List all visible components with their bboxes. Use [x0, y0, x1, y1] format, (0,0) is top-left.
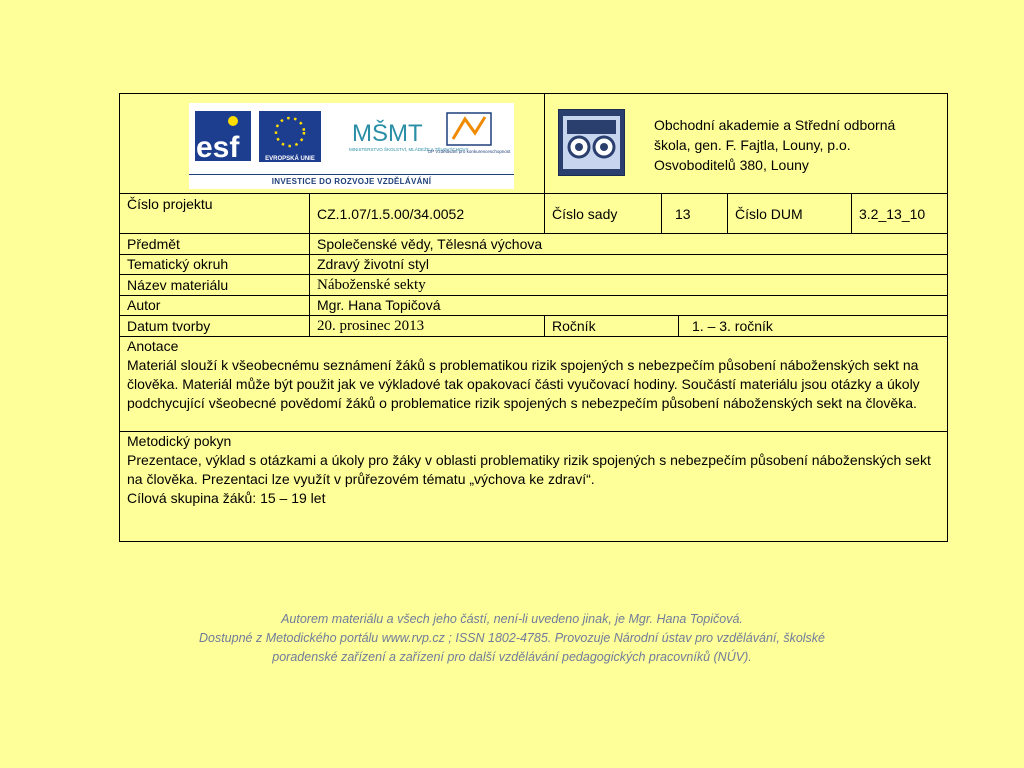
- row-divider: [120, 233, 947, 234]
- method-title: Metodický pokyn: [127, 433, 232, 449]
- footer-line-3: poradenské zařízení a zařízení pro další vzdělávání pedagogických pracovníků (NÚV).: [272, 650, 752, 664]
- dum-number-label: Číslo DUM: [735, 206, 803, 222]
- annotation-text: Materiál slouží k všeobecnému seznámení žáků s problematikou rizik spojených s nebezpečím působení náboženských sekt na člověka. Materiál může být použit jak ve výkladové tak opakovací části vyučovací hodiny. Součástí materiálu jsou otázky a úkoly podchycující všeobecné povědomí žáků o problematice rizik spojených s nebezpečím působení náboženských sekt na člověka.: [127, 357, 920, 411]
- school-name-line-1: Obchodní akademie a Střední odborná: [654, 117, 896, 133]
- annotation-title: Anotace: [127, 338, 179, 354]
- method-text: Prezentace, výklad s otázkami a úkoly pro žáky v oblasti problematiky rizik spojených s nebezpečím působení náboženských sekt na člověka. Prezentaci lze využít v průřezovém tématu „výchova ke zdraví“.: [127, 452, 931, 487]
- esf-logo-text: esf: [196, 131, 240, 164]
- logo-caption-divider: [189, 174, 514, 175]
- set-number-value: 13: [675, 206, 691, 222]
- msmt-logo-text: MŠMT: [352, 120, 423, 147]
- subject-value: Společenské vědy, Tělesná výchova: [317, 236, 543, 252]
- subject-label: Předmět: [127, 236, 180, 252]
- method-section: [120, 432, 949, 508]
- created-label: Datum tvorby: [127, 318, 211, 334]
- metadata-table: [119, 93, 948, 542]
- column-divider: [544, 94, 545, 194]
- row-divider: [120, 193, 947, 194]
- set-number-label: Číslo sady: [552, 206, 618, 222]
- annotation-section: [120, 337, 949, 413]
- footer: [0, 610, 1024, 667]
- msmt-logo-icon: [349, 119, 468, 152]
- row-divider: [120, 315, 947, 316]
- material-name-label: Název materiálu: [127, 277, 229, 293]
- author-label: Autor: [127, 297, 161, 313]
- row-divider: [120, 274, 947, 275]
- school-name: [654, 115, 939, 175]
- school-logo-icon: [558, 109, 625, 176]
- op-logo-label: OP Vzdělávání pro konkurenceschopnost: [427, 149, 511, 154]
- eu-flag-label: EVROPSKÁ UNIE: [265, 156, 315, 162]
- project-number-value: CZ.1.07/1.5.00/34.0052: [317, 206, 465, 222]
- msmt-logo-label: MINISTERSTVO ŠKOLSTVÍ, MLÁDEŽE A TĚLOVÝCHOVY: [349, 147, 469, 152]
- author-value: Mgr. Hana Topičová: [317, 297, 441, 313]
- material-name-value: Náboženské sekty: [317, 277, 426, 293]
- project-number-label: Číslo projektu: [127, 196, 213, 212]
- column-divider: [661, 193, 662, 234]
- column-divider: [678, 315, 679, 336]
- footer-line-1: Autorem materiálu a všech jeho částí, není-li uvedeno jinak, je Mgr. Hana Topičová.: [281, 612, 743, 626]
- topic-value: Zdravý životní styl: [317, 256, 430, 272]
- footer-line-2: Dostupné z Metodického portálu www.rvp.cz ; ISSN 1802-4785. Provozuje Národní ústav pro vzdělávání, školské: [198, 631, 825, 645]
- target-group: Cílová skupina žáků: 15 – 19 let: [127, 490, 326, 506]
- row-divider: [120, 295, 947, 296]
- grade-value: 1. – 3. ročník: [692, 318, 773, 334]
- grade-label: Ročník: [552, 318, 596, 334]
- school-name-line-3: Osvoboditelů 380, Louny: [654, 157, 809, 173]
- eu-flag-icon: [259, 111, 321, 162]
- topic-label: Tematický okruh: [127, 256, 229, 272]
- esf-logo-icon: [195, 111, 251, 164]
- school-name-line-2: škola, gen. F. Fajtla, Louny, p.o.: [654, 137, 851, 153]
- dum-number-value: 3.2_13_10: [859, 206, 926, 222]
- logo-caption: INVESTICE DO ROZVOJE VZDĚLÁVÁNÍ: [271, 177, 432, 186]
- funding-logos: [189, 103, 514, 189]
- school-logo-graphic: [559, 110, 624, 175]
- created-value: 20. prosinec 2013: [317, 318, 425, 334]
- row-divider: [120, 254, 947, 255]
